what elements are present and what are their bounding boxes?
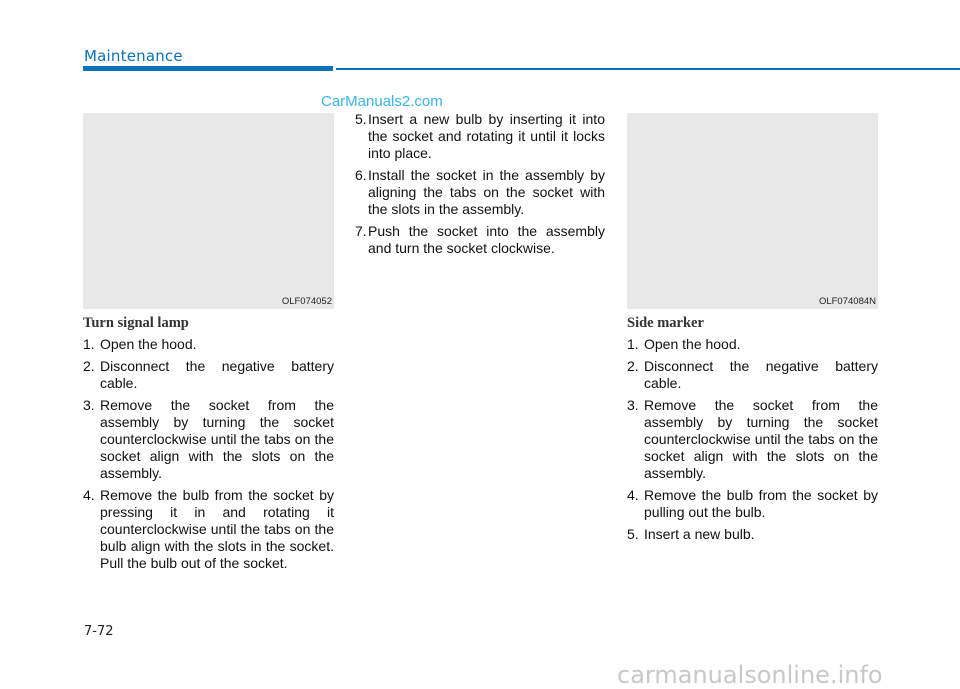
step-number: 2. <box>627 358 639 374</box>
step-number: 4. <box>627 487 639 503</box>
step-text: Remove the socket from the assembly by turning the socket counterclockwise until the tabs on the socket align with the slots on the assembly. <box>100 397 334 481</box>
step-text: Insert a new bulb by inserting it into the socket and rotating it until it locks into place. <box>368 111 605 161</box>
watermark-link[interactable]: CarManuals2.com <box>321 93 443 110</box>
list-item <box>83 336 334 353</box>
page-number: 7-72 <box>84 624 114 639</box>
list-item <box>627 397 878 482</box>
list-item <box>627 526 878 543</box>
step-text: Insert a new bulb. <box>644 526 755 542</box>
header-rule-thin <box>336 68 960 70</box>
step-number: 1. <box>627 336 639 352</box>
side-marker-steps <box>627 336 878 548</box>
step-text: Install the socket in the assembly by aligning the tabs on the socket with the slots in the assembly. <box>368 167 605 217</box>
step-text: Disconnect the negative battery cable. <box>100 358 334 391</box>
footer-watermark: carmanualsonline.info <box>617 661 883 689</box>
list-item <box>627 358 878 392</box>
step-number: 7. <box>355 223 367 239</box>
list-item <box>83 358 334 392</box>
step-number: 3. <box>83 397 95 413</box>
turn-signal-heading: Turn signal lamp <box>83 315 189 331</box>
step-text: Disconnect the negative battery cable. <box>644 358 878 391</box>
list-item <box>627 336 878 353</box>
list-item <box>355 223 605 257</box>
turn-signal-steps-part-1 <box>83 336 334 577</box>
step-text: Push the socket into the assembly and turn the socket clockwise. <box>368 223 605 256</box>
figure-code: OLF074052 <box>281 296 332 307</box>
step-number: 1. <box>83 336 95 352</box>
step-number: 6. <box>355 167 367 183</box>
section-title: Maintenance <box>84 47 183 65</box>
list-item <box>355 167 605 218</box>
step-number: 5. <box>355 111 367 127</box>
step-text: Remove the bulb from the socket by pressing it in and rotating it counterclockwise until the tabs on the bulb align with the slots in the socket. Pull the bulb out of the socket. <box>100 487 334 571</box>
step-number: 4. <box>83 487 95 503</box>
header-rule-thick <box>83 66 333 71</box>
side-marker-heading: Side marker <box>627 315 704 331</box>
list-item <box>355 111 605 162</box>
step-text: Remove the socket from the assembly by turning the socket counterclockwise until the tabs on the socket align with the slots on the assembly. <box>644 397 878 481</box>
figure-code: OLF074084N <box>818 296 876 307</box>
turn-signal-lamp-figure <box>83 113 334 309</box>
turn-signal-steps-part-2 <box>355 111 605 262</box>
step-number: 5. <box>627 526 639 542</box>
step-text: Open the hood. <box>100 336 197 352</box>
step-number: 3. <box>627 397 639 413</box>
step-number: 2. <box>83 358 95 374</box>
list-item <box>83 487 334 572</box>
step-text: Remove the bulb from the socket by pulling out the bulb. <box>644 487 878 520</box>
list-item <box>83 397 334 482</box>
side-marker-figure <box>627 113 878 309</box>
list-item <box>627 487 878 521</box>
step-text: Open the hood. <box>644 336 741 352</box>
